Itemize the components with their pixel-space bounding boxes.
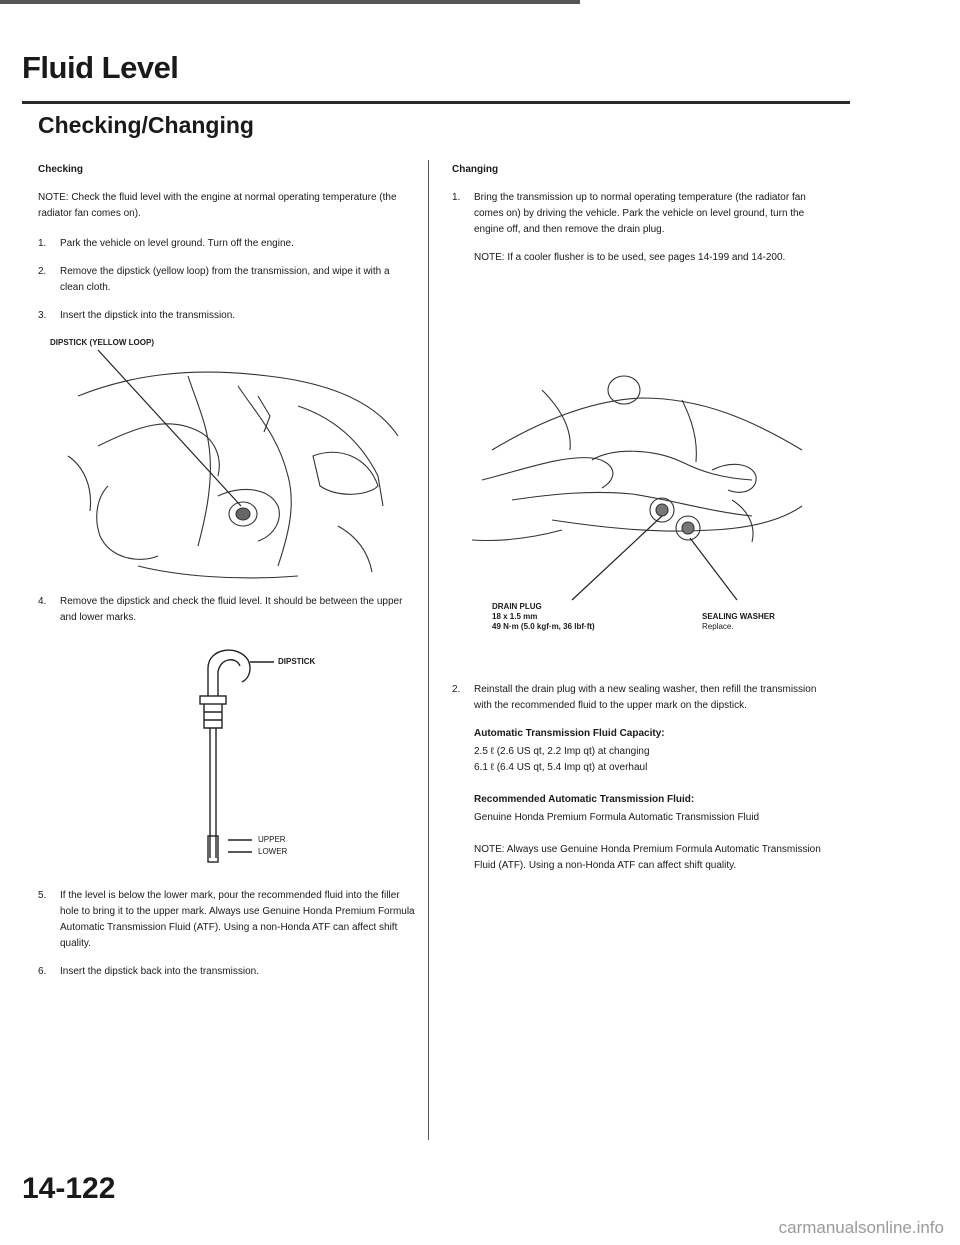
- step-text: Insert the dipstick into the transmission.: [60, 310, 236, 321]
- upper-mark-label: UPPER: [258, 835, 286, 844]
- watermark-text: carmanualsonline.info: [778, 1218, 944, 1237]
- capacity-line: 6.1 ℓ (6.4 US qt, 5.4 Imp qt) at overhaul: [474, 762, 648, 773]
- checking-step-4: [38, 594, 416, 626]
- title-rule: [22, 101, 850, 104]
- sealing-washer-replace: Replace.: [702, 622, 734, 631]
- dipstick-illustration: [38, 638, 416, 878]
- checking-step-6: [38, 964, 416, 980]
- step-text: Remove the dipstick and check the fluid level. It should be between the upper and lower marks.: [60, 596, 403, 623]
- checking-step-2: [38, 264, 416, 296]
- drain-plug-figure: [452, 280, 830, 610]
- cooler-flusher-note: NOTE: If a cooler flusher is to be used, see pages 14-199 and 14-200.: [474, 252, 786, 263]
- capacity-heading: Automatic Transmission Fluid Capacity:: [474, 728, 665, 739]
- changing-step-1: [452, 190, 830, 238]
- step-text: If the level is below the lower mark, pour the recommended fluid into the filler hole to bring it to the upper mark. Always use Genuine Honda Premium Formula Automatic Transmission Fluid (ATF). Using a non-Honda ATF can affect shift quality.: [60, 890, 415, 949]
- step-number: 3.: [38, 310, 47, 321]
- genuine-atf-note: NOTE: Always use Genuine Honda Premium Formula Automatic Transmission Fluid (ATF). Using a non-Honda ATF can affect shift quality.: [474, 844, 821, 871]
- top-border-line: [0, 0, 580, 4]
- step-number: 2.: [38, 266, 47, 277]
- checking-heading: Checking: [38, 164, 84, 175]
- step-number: 6.: [38, 966, 47, 977]
- checking-column: [38, 162, 416, 992]
- checking-step-5: [38, 888, 416, 952]
- step-text: Bring the transmission up to normal operating temperature (the radiator fan comes on) by driving the vehicle. Park the vehicle on level ground, turn the engine off, and then remove the drain plug.: [474, 192, 806, 235]
- drain-plug-label: DRAIN PLUG: [492, 602, 542, 611]
- drain-plug-torque: 49 N·m (5.0 kgf·m, 36 lbf·ft): [492, 622, 595, 631]
- transmission-drain-illustration: [452, 280, 830, 610]
- step-text: Park the vehicle on level ground. Turn off the engine.: [60, 238, 294, 249]
- step-number: 1.: [38, 238, 47, 249]
- dipstick-yellow-loop-label: DIPSTICK (YELLOW LOOP): [50, 338, 154, 347]
- checking-note: NOTE: Check the fluid level with the engine at normal operating temperature (the radiator fan comes on).: [38, 192, 397, 219]
- recommended-fluid-value: Genuine Honda Premium Formula Automatic Transmission Fluid: [474, 812, 760, 823]
- capacity-line: 2.5 ℓ (2.6 US qt, 2.2 Imp qt) at changing: [474, 746, 650, 757]
- step-number: 5.: [38, 890, 47, 901]
- drain-plug-size: 18 x 1.5 mm: [492, 612, 538, 621]
- step-text: Insert the dipstick back into the transmission.: [60, 966, 259, 977]
- checking-step-3: [38, 308, 416, 324]
- recommended-fluid-heading: Recommended Automatic Transmission Fluid:: [474, 794, 695, 805]
- sealing-washer-label: SEALING WASHER: [702, 612, 775, 621]
- step-number: 4.: [38, 596, 47, 607]
- step-number: 2.: [452, 684, 461, 695]
- dipstick-marks-figure: [38, 638, 416, 878]
- step-number: 1.: [452, 192, 461, 203]
- column-divider: [428, 160, 429, 1140]
- page-title: Fluid Level: [22, 50, 179, 85]
- dipstick-location-figure: [38, 336, 416, 586]
- changing-heading: Changing: [452, 164, 499, 175]
- engine-bay-illustration: [38, 336, 416, 586]
- page-number: 14-122: [22, 1172, 116, 1205]
- lower-mark-label: LOWER: [258, 847, 288, 856]
- section-heading: Checking/Changing: [38, 112, 254, 138]
- checking-step-1: [38, 236, 416, 252]
- step-text: Remove the dipstick (yellow loop) from the transmission, and wipe it with a clean cloth.: [60, 266, 390, 293]
- drain-plug-callouts: [452, 602, 830, 650]
- changing-column: [452, 162, 830, 888]
- dipstick-label: DIPSTICK: [278, 657, 316, 666]
- changing-step-2: [452, 682, 830, 714]
- step-text: Reinstall the drain plug with a new sealing washer, then refill the transmission with the recommended fluid to the upper mark on the dipstick.: [474, 684, 817, 711]
- fluid-specs: [474, 726, 830, 874]
